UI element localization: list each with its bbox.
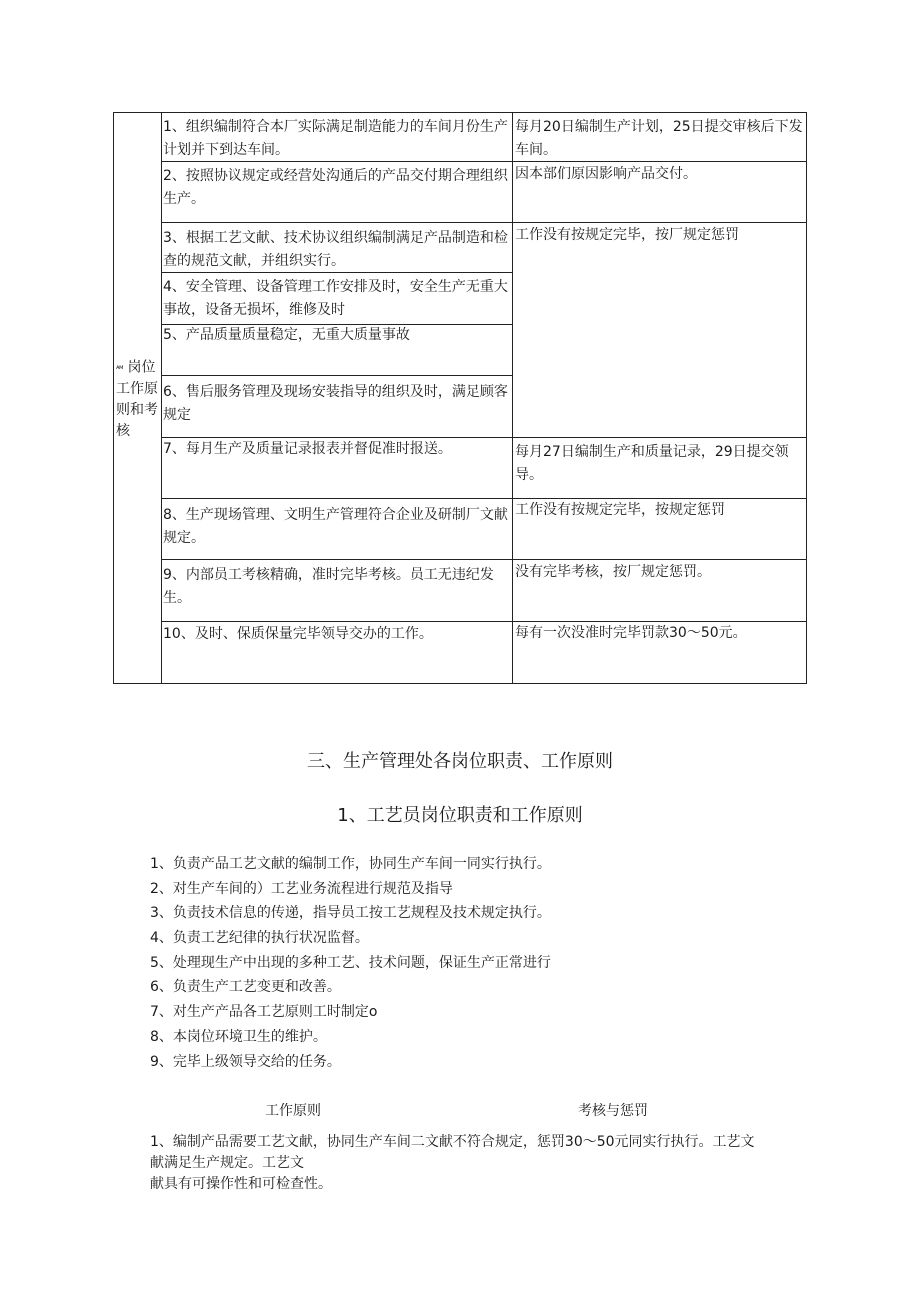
standard-cell-9: 9、内部员工考核精确，准时完毕考核。员工无违纪发生。 — [163, 567, 494, 606]
assessment-cell-3: 工作没有按规定完毕，按厂规定惩罚 — [515, 227, 739, 243]
assessment-cell-2: 因本部们原因影响产品交付。 — [515, 166, 697, 182]
standard-cell-2: 2、按照协议规定或经营处沟通后的产品交付期合理组织生产。 — [163, 168, 508, 207]
category-cell: ᴀᴍ 岗位工作原则和考核 — [116, 359, 158, 439]
list-item: 2、对生产车间的）工艺业务流程进行规范及指导 — [150, 880, 453, 897]
section-title: 三、生产管理处各岗位职责、工作原则 — [307, 751, 613, 772]
standard-cell-10: 10、及时、保质保量完毕领导交办的工作。 — [163, 626, 433, 642]
list-item: 9、完毕上级领导交给的任务。 — [150, 1053, 341, 1070]
assessment-cell-1: 每月20日编制生产计划，25日提交审核后下发车间。 — [515, 119, 803, 158]
standard-cell-1: 1、组织编制符合本厂实际满足制造能力的车间月份生产计划并下到达车间。 — [163, 119, 508, 158]
list-item: 7、对生产产品各工艺原则工时制定o — [150, 1004, 378, 1021]
paragraph-line: 献满足生产规定。工艺文 — [150, 1155, 304, 1171]
paragraph-line: 献具有可操作性和可检查性。 — [150, 1176, 332, 1192]
paragraph-line: 1、编制产品需要工艺文献，协同生产车间二文献不符合规定，惩罚30～50元同实行执行。工艺文 — [150, 1134, 755, 1150]
standard-cell-4: 4、安全管理、设备管理工作安排及时，安全生产无重大事故，设备无损坏，维修及时 — [163, 279, 508, 318]
standard-cell-3: 3、根据工艺文献、技术协议组织编制满足产品制造和检查的规范文献，并组织实行。 — [163, 230, 508, 269]
standard-cell-7: 7、每月生产及质量记录报表并督促准时报送。 — [163, 441, 452, 457]
list-item: 4、负责工艺纪律的执行状况监督。 — [150, 930, 369, 947]
assessment-cell-9: 没有完毕考核，按厂规定惩罚。 — [515, 564, 711, 580]
column-header-assessment: 考核与惩罚 — [578, 1103, 648, 1119]
list-item: 6、负责生产工艺变更和改善。 — [150, 979, 341, 996]
column-header-standards: 工作原则 — [265, 1103, 321, 1119]
list-item: 1、负责产品工艺文献的编制工作，协同生产车间一同实行执行。 — [150, 856, 551, 872]
assessment-cell-10: 每有一次没准时完毕罚款30～50元。 — [515, 625, 747, 641]
list-item: 5、处理现生产中出现的多种工艺、技术问题，保证生产正常进行 — [150, 954, 551, 971]
duty-list — [150, 852, 551, 1074]
standard-cell-8: 8、生产现场管理、文明生产管理符合企业及研制厂文献规定。 — [163, 507, 508, 546]
assessment-cell-8: 工作没有按规定完毕，按规定惩罚 — [515, 502, 725, 518]
list-item: 8、本岗位环境卫生的维护。 — [150, 1028, 327, 1045]
subsection-title: 1、工艺员岗位职责和工作原则 — [337, 805, 583, 826]
standard-paragraph — [150, 1132, 830, 1195]
row-divider — [161, 222, 806, 223]
responsibility-table — [113, 112, 807, 684]
standard-cell-6: 6、售后服务管理及现场安装指导的组织及时，满足顾客规定 — [163, 384, 508, 423]
row-divider — [161, 375, 512, 376]
list-item: 3、负责技术信息的传递，指导员工按工艺规程及技术规定执行。 — [150, 905, 551, 922]
standard-cell-5: 5、产品质量质量稳定，无重大质量事故 — [163, 327, 410, 343]
row-divider — [161, 559, 806, 560]
assessment-cell-7: 每月27日编制生产和质量记录，29日提交领导。 — [515, 444, 789, 483]
